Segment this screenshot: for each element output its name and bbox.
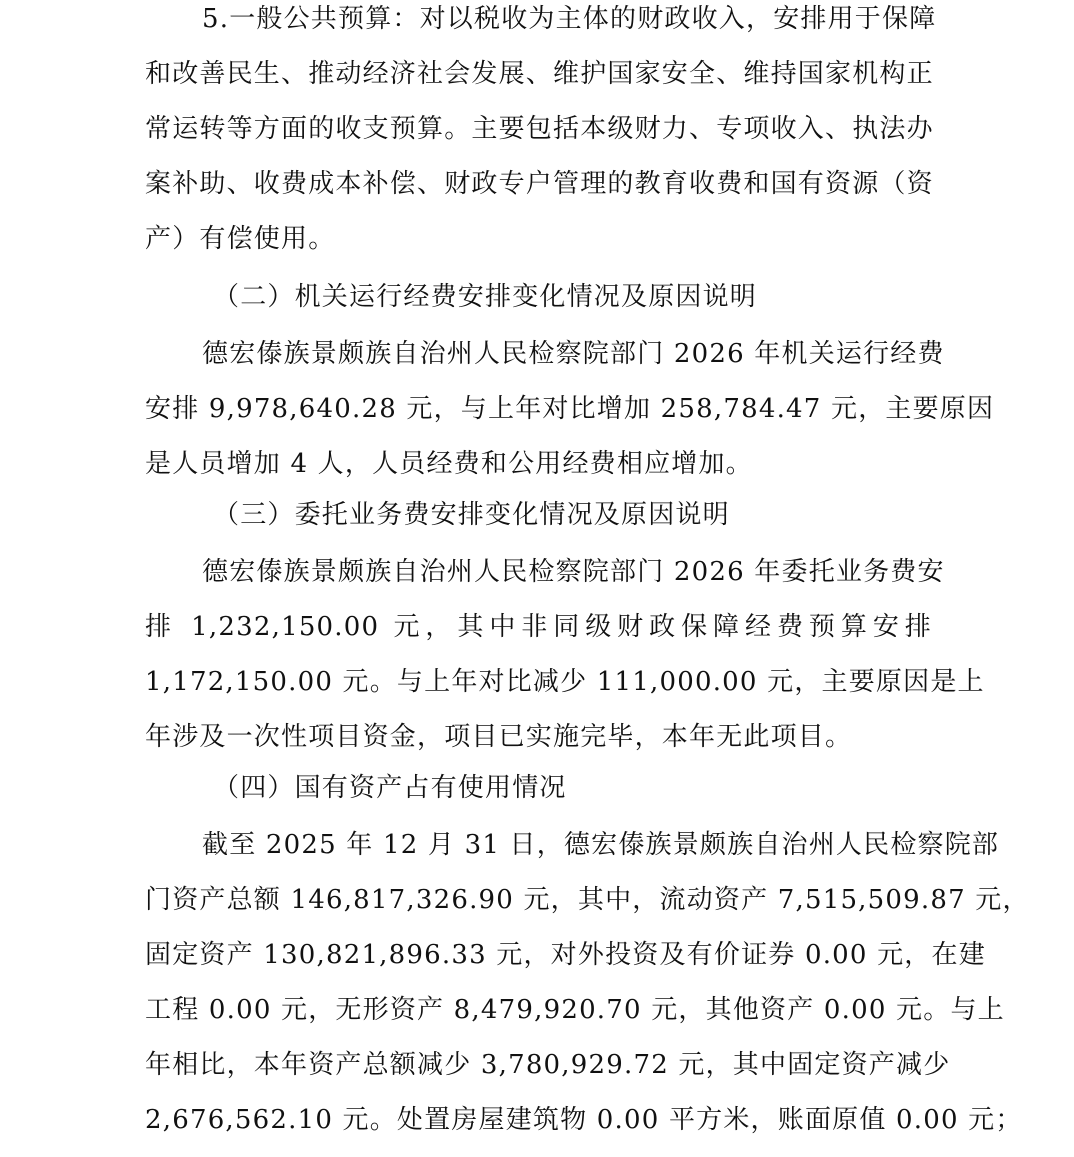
paragraph-line: 2,676,562.10 元。处置房屋建筑物 0.00 平方米，账面原值 0.00 元； bbox=[145, 1105, 1023, 1135]
section-heading: （四）国有资产占有使用情况 bbox=[213, 773, 567, 803]
paragraph-line: 德宏傣族景颇族自治州人民检察院部门 2026 年委托业务费安 bbox=[202, 557, 945, 587]
paragraph-line: 截至 2025 年 12 月 31 日，德宏傣族景颇族自治州人民检察院部 bbox=[202, 830, 1000, 860]
paragraph-line: 门资产总额 146,817,326.90 元，其中，流动资产 7,515,509.87 元， bbox=[145, 885, 1030, 915]
paragraph-line: 德宏傣族景颇族自治州人民检察院部门 2026 年机关运行经费 bbox=[202, 339, 945, 369]
paragraph-line: 5.一般公共预算：对以税收为主体的财政收入，安排用于保障 bbox=[202, 4, 937, 34]
paragraph-line: 安排 9,978,640.28 元，与上年对比增加 258,784.47 元，主要原因 bbox=[145, 394, 995, 424]
section-heading: （三）委托业务费安排变化情况及原因说明 bbox=[213, 500, 730, 530]
paragraph-line: 案补助、收费成本补偿、财政专户管理的教育收费和国有资源（资 bbox=[145, 169, 934, 199]
paragraph-line: 常运转等方面的收支预算。主要包括本级财力、专项收入、执法办 bbox=[145, 114, 934, 144]
paragraph-line: 固定资产 130,821,896.33 元，对外投资及有价证券 0.00 元，在建 bbox=[145, 940, 986, 970]
paragraph-line: 工程 0.00 元，无形资产 8,479,920.70 元，其他资产 0.00 元。与上 bbox=[145, 995, 1005, 1025]
paragraph-line: 产）有偿使用。 bbox=[145, 224, 336, 254]
paragraph-line: 年涉及一次性项目资金，项目已实施完毕，本年无此项目。 bbox=[145, 722, 853, 752]
paragraph-line: 1,172,150.00 元。与上年对比减少 111,000.00 元，主要原因是上 bbox=[145, 667, 985, 697]
paragraph-line: 年相比，本年资产总额减少 3,780,929.72 元，其中固定资产减少 bbox=[145, 1050, 951, 1080]
paragraph-line: 排 1,232,150.00 元，其中非同级财政保障经费预算安排 bbox=[145, 612, 932, 642]
paragraph-line: 和改善民生、推动经济社会发展、维护国家安全、维持国家机构正 bbox=[145, 59, 934, 89]
section-heading: （二）机关运行经费安排变化情况及原因说明 bbox=[213, 282, 758, 312]
paragraph-line: 是人员增加 4 人，人员经费和公用经费相应增加。 bbox=[145, 449, 753, 479]
